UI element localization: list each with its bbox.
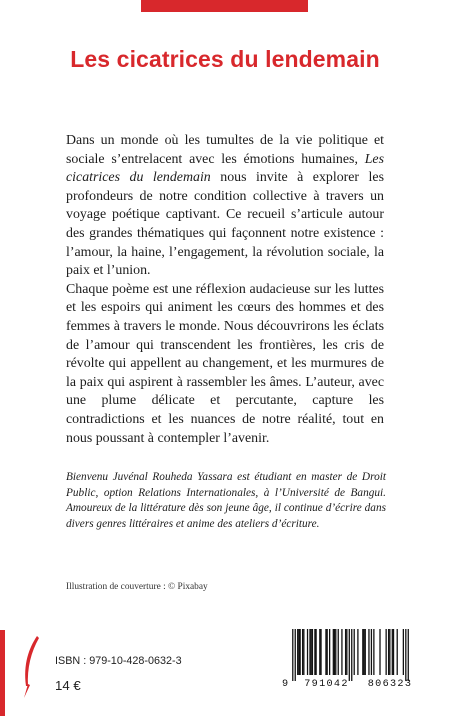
blurb-p1-before: Dans un monde où les tumultes de la vie politique et sociale s’entrelacent avec les émotions humaines, (66, 133, 384, 167)
barcode-bar (405, 629, 406, 681)
barcode-bar (368, 629, 369, 675)
barcode-bar (403, 629, 404, 675)
barcode-bar (307, 629, 308, 675)
barcode-bar (302, 629, 303, 675)
barcode-bar (351, 629, 352, 681)
barcode-bar (373, 629, 374, 675)
barcode-bar (297, 629, 298, 675)
author-bio: Bienvenu Juvénal Rouheda Yassara est étudiant en master de Droit Public, option Relations Internationales, à l’Université de Bangui. Amoureux de la littérature dès son jeune âge, il continue d’écrire dans divers genres littéraires et anime des ateliers d’écriture. (66, 471, 386, 530)
barcode-bar (311, 629, 312, 675)
barcode-bar (319, 629, 320, 675)
barcode-bar (397, 629, 398, 675)
barcode-bar (371, 629, 372, 675)
barcode-left-group: 791042 (304, 679, 349, 690)
barcode-bar (388, 629, 389, 675)
left-red-mark (0, 630, 5, 716)
barcode-bar (300, 629, 301, 675)
barcode-first-digit: 9 (282, 679, 289, 690)
barcode-bar (386, 629, 387, 675)
blurb-p1-title-italic: Les cicatrices du lendemain (66, 151, 384, 186)
barcode-bar (393, 629, 394, 675)
barcode-bar (314, 629, 315, 675)
barcode-bar (303, 629, 304, 675)
barcode-bar (363, 629, 364, 675)
barcode-bar (298, 629, 299, 675)
barcode-bar (335, 629, 336, 675)
barcode-bar (338, 629, 339, 675)
barcode-bar (408, 629, 409, 681)
book-title: Les cicatrices du lendemain (70, 46, 380, 72)
barcode-bar (379, 629, 380, 675)
barcode (282, 627, 419, 698)
barcode-bar (389, 629, 390, 675)
barcode-right-group: 806323 (367, 679, 413, 690)
back-cover-blurb (66, 132, 384, 448)
barcode-bar (295, 629, 296, 681)
barcode-digits (282, 679, 419, 695)
blurb-paragraph-1 (66, 132, 384, 281)
barcode-bar (309, 629, 310, 675)
barcode-bar (334, 629, 335, 675)
barcode-bar (315, 629, 316, 675)
barcode-bar (349, 629, 350, 681)
barcode-bar (362, 629, 363, 675)
blurb-paragraph-2: Chaque poème est une réflexion audacieuse sur les luttes et les espoirs qui animent les cœurs des hommes et des femmes à travers le monde. Nous découvrirons les éclats de l’amour qui transcendent les frontières, les cris de révolte qui appellent au changement, et les murmures de la paix qui aspirent à rassembler les âmes. L’auteur, avec une plume délicate et percutante, capture les contradictions et les nuances de notre réalité, tout en nous poussant à contempler l’avenir. (66, 281, 384, 446)
barcode-bar (325, 629, 326, 675)
illustration-credit: Illustration de couverture : © Pixabay (66, 582, 208, 592)
barcode-bar (345, 629, 346, 675)
top-red-band (141, 0, 308, 12)
price-text: 14 € (55, 678, 81, 693)
barcode-bar (354, 629, 355, 675)
quill-logo-icon (21, 634, 43, 700)
barcode-bar (333, 629, 334, 675)
blurb-p1-after: nous invite à explorer les profondeurs de notre condition collective à travers un voyage poétique captivant. Ce recueil s’articule autour des grandes thématiques qui façonnent notre existence : l’amour, la haine, l’engagement, la révolution sociale, la paix et l’union. (66, 170, 384, 279)
barcode-bar (312, 629, 313, 675)
barcode-bar (329, 629, 330, 675)
barcode-bar (357, 629, 358, 675)
barcode-bar (292, 629, 293, 681)
barcode-bars (286, 629, 415, 681)
barcode-bar (320, 629, 321, 675)
barcode-bar (392, 629, 393, 675)
barcode-bar (327, 629, 328, 675)
barcode-bar (341, 629, 342, 675)
barcode-bar (346, 629, 347, 675)
barcode-bar (365, 629, 366, 675)
isbn-text: ISBN : 979-10-428-0632-3 (55, 655, 182, 667)
